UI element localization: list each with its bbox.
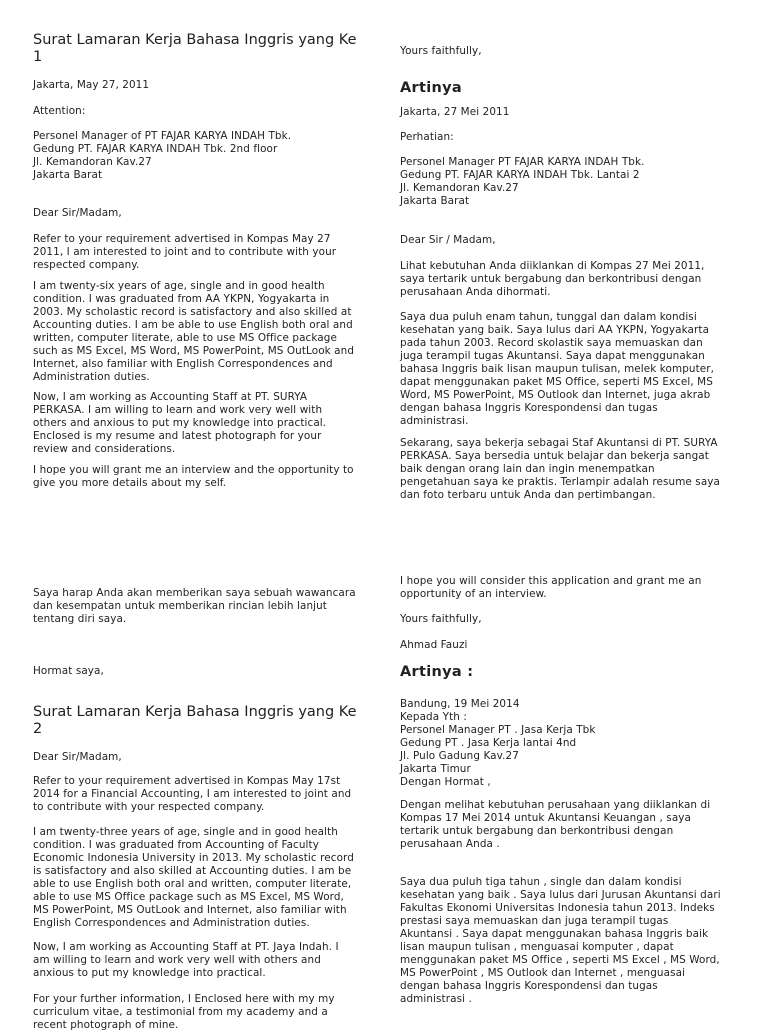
letter-closing: Yours faithfully, <box>400 45 482 57</box>
letter-paragraph: Refer to your requirement advertised in Kompas May 17st 2014 for a Financial Accounting, I am interested to joint and to contribute with your respected company. <box>33 775 352 813</box>
letter-paragraph: I hope you will consider this application and grant me an opportunity of an interview. <box>400 575 702 600</box>
letter-paragraph: I am twenty-three years of age, single and in good health condition. I was graduated from Accounting of Faculty Economic Indonesia University in 2013. My scholastic record is satisfactory and also skilled at Accounting duties. I am be able to use English both oral and written, computer literate, able to use MS Office package such as MS Excel, MS Word, MS PowerPoint, MS OutLook and Internet, also familiar with English Correspondences and Administration duties. <box>33 826 354 929</box>
translation-closing: Hormat saya, <box>33 665 104 677</box>
translation-recipient: Personel Manager PT FAJAR KARYA INDAH Tbk. Gedung PT. FAJAR KARYA INDAH Tbk. Lantai 2 Jl. Kemandoran Kav.27 Jakarta Barat <box>400 156 645 207</box>
letter-paragraph: For your further information, I Enclosed here with my my curriculum vitae, a testimonial from my academy and a recent photograph of mine. <box>33 993 335 1031</box>
letter-date: Jakarta, May 27, 2011 <box>33 79 150 91</box>
letter-paragraph: Now, I am working as Accounting Staff at PT. Jaya Indah. I am willing to learn and work very well with others and anxious to put my knowledge into practical. <box>33 941 339 979</box>
translation-paragraph: Saya dua puluh enam tahun, tunggal dan dalam kondisi kesehatan yang baik. Saya lulus dari AA YKPN, Yogyakarta pada tahun 2003. Record skolastik saya memuaskan dan juga terampil tugas Akuntansi. Saya dapat menggunakan bahasa Inggris baik lisan maupun tulisan, melek komputer, dapat menggunakan paket MS Office, seperti MS Excel, MS Word, MS PowerPoint, MS Outlook dan Internet, juga akrab dengan bahasa Inggris Korespondensi dan tugas administrasi. <box>400 311 715 427</box>
translation-salutation: Dear Sir / Madam, <box>400 234 496 246</box>
letter-2-title: Surat Lamaran Kerja Bahasa Inggris yang Ke 2 <box>33 704 357 737</box>
translation-header: Bandung, 19 Mei 2014 Kepada Yth : Personel Manager PT . Jasa Kerja Tbk Gedung PT . Jasa Kerja lantai 4nd Jl. Pulo Gadung Kav.27 Jakarta Timur Dengan Hormat , <box>400 698 596 788</box>
attention-label: Attention: <box>33 105 86 117</box>
letter-paragraph: Refer to your requirement advertised in Kompas May 27 2011, I am interested to joint and to contribute with your respected company. <box>33 233 337 271</box>
letter-paragraph: Now, I am working as Accounting Staff at PT. SURYA PERKASA. I am willing to learn and work very well with others and anxious to put my knowledge into practical. Enclosed is my resume and latest photograph for your review and considerations. <box>33 391 327 455</box>
translation-heading: Artinya : <box>400 664 474 680</box>
letter-closing: Yours faithfully, <box>400 613 482 625</box>
letter-paragraph: I hope you will grant me an interview and the opportunity to give you more details about my self. <box>33 464 354 489</box>
translation-paragraph: Lihat kebutuhan Anda diiklankan di Kompas 27 Mei 2011, saya tertarik untuk bergabung dan berkontribusi dengan perusahaan Anda dihormati. <box>400 260 705 298</box>
translation-paragraph: Saya harap Anda akan memberikan saya sebuah wawancara dan kesempatan untuk memberikan rincian lebih lanjut tentang diri saya. <box>33 587 356 625</box>
letter-1-title: Surat Lamaran Kerja Bahasa Inggris yang Ke 1 <box>33 32 357 65</box>
translation-paragraph: Saya dua puluh tiga tahun , single dan dalam kondisi kesehatan yang baik . Saya lulus dari Jurusan Akuntansi dari Fakultas Ekonomi Universitas Indonesia tahun 2013. Indeks prestasi saya memuaskan dan juga terampil tugas Akuntansi . Saya dapat menggunakan bahasa Inggris baik lisan maupun tulisan , menguasai komputer , dapat menggunakan paket MS Office , seperti MS Excel , MS Word, MS PowerPoint , MS Outlook dan Internet , menguasai dengan bahasa Inggris Korespondensi dan tugas administrasi . <box>400 876 721 1005</box>
translation-paragraph: Dengan melihat kebutuhan perusahaan yang diiklankan di Kompas 17 Mei 2014 untuk Akuntansi Keuangan , saya tertarik untuk bergabung dan berkontribusi dengan perusahaan Anda . <box>400 799 711 850</box>
recipient-address: Personel Manager of PT FAJAR KARYA INDAH Tbk. Gedung PT. FAJAR KARYA INDAH Tbk. 2nd floor Jl. Kemandoran Kav.27 Jakarta Barat <box>33 130 292 181</box>
translation-attention: Perhatian: <box>400 131 454 143</box>
salutation: Dear Sir/Madam, <box>33 207 122 219</box>
translation-paragraph: Sekarang, saya bekerja sebagai Staf Akuntansi di PT. SURYA PERKASA. Saya bersedia untuk belajar dan bekerja sangat baik dengan orang lain dan ingin menempatkan pengetahuan saya ke praktis. Terlampir adalah resume saya dan foto terbaru untuk Anda dan pertimbangan. <box>400 437 721 501</box>
salutation: Dear Sir/Madam, <box>33 751 122 763</box>
translation-heading: Artinya <box>400 80 462 96</box>
signer-name: Ahmad Fauzi <box>400 639 468 651</box>
letter-paragraph: I am twenty-six years of age, single and in good health condition. I was graduated from AA YKPN, Yogyakarta in 2003. My scholastic record is satisfactory and also skilled at Accounting duties. I am be able to use English both oral and written, computer literate, able to use MS Office package such as MS Excel, MS Word, MS PowerPoint, MS OutLook and Internet, also familiar with English Correspondences and Administration duties. <box>33 280 355 383</box>
translation-date: Jakarta, 27 Mei 2011 <box>400 106 510 118</box>
